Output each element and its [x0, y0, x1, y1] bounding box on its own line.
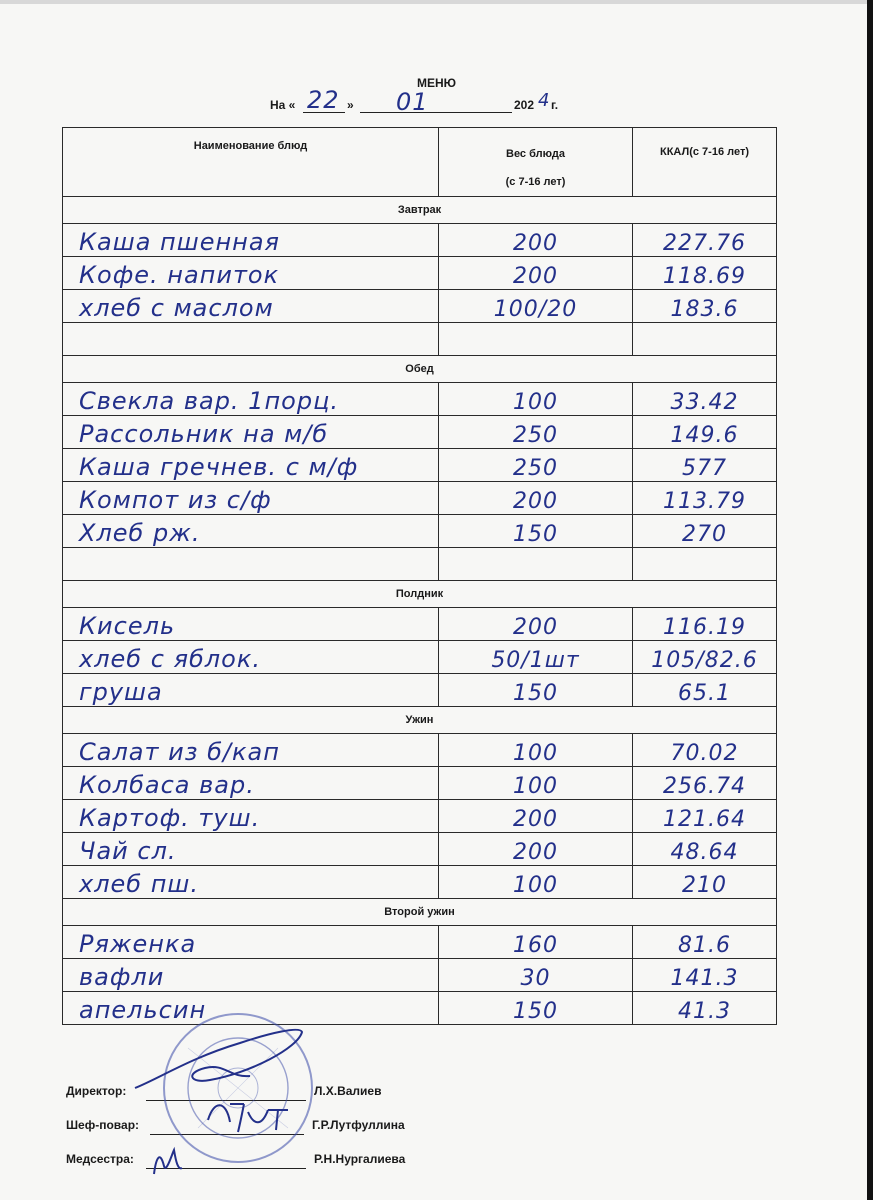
dish-name: Каша гречнев. с м/ф — [63, 449, 439, 482]
chef-signature — [204, 1092, 294, 1137]
section-title: Обед — [63, 356, 777, 383]
dish-kcal: 41.3 — [633, 992, 777, 1025]
dish-weight: 250 — [439, 416, 633, 449]
table-header-row — [63, 128, 777, 197]
table-row — [63, 323, 777, 356]
dish-kcal: 270 — [633, 515, 777, 548]
chef-role: Шеф-повар: — [66, 1118, 140, 1132]
table-row — [63, 449, 777, 482]
dish-name: Кисель — [63, 608, 439, 641]
date-month: 01 — [396, 88, 429, 116]
dish-kcal: 210 — [633, 866, 777, 899]
col-header-name: Наименование блюд — [63, 128, 439, 197]
section-title: Завтрак — [63, 197, 777, 224]
table-row — [63, 224, 777, 257]
table-row — [63, 608, 777, 641]
year-suffix: г. — [551, 98, 559, 112]
section-title: Полдник — [63, 581, 777, 608]
section-row — [63, 356, 777, 383]
dish-kcal: 227.76 — [633, 224, 777, 257]
dish-weight: 150 — [439, 515, 633, 548]
section-row — [63, 899, 777, 926]
dish-name: Салат из б/кап — [63, 734, 439, 767]
weight-header-age: (с 7-16 лет) — [505, 176, 566, 188]
table-row — [63, 959, 777, 992]
dish-kcal: 65.1 — [633, 674, 777, 707]
dish-kcal: 141.3 — [633, 959, 777, 992]
dish-kcal: 256.74 — [633, 767, 777, 800]
dish-name: хлеб с яблок. — [63, 641, 439, 674]
dish-weight: 100 — [439, 734, 633, 767]
table-row — [63, 290, 777, 323]
dish-name: хлеб с маслом — [63, 290, 439, 323]
dish-name: Компот из с/ф — [63, 482, 439, 515]
dish-name: апельсин — [63, 992, 439, 1025]
table-row — [63, 800, 777, 833]
menu-table — [62, 127, 777, 1025]
section-title: Ужин — [63, 707, 777, 734]
chef-name: Г.Р.Лутфуллина — [312, 1118, 405, 1132]
dish-name — [63, 548, 439, 581]
dish-name: Хлеб рж. — [63, 515, 439, 548]
dish-weight — [439, 323, 633, 356]
dish-weight: 100/20 — [439, 290, 633, 323]
dish-weight: 150 — [439, 992, 633, 1025]
dish-kcal: 116.19 — [633, 608, 777, 641]
dish-weight: 200 — [439, 833, 633, 866]
dish-weight: 200 — [439, 224, 633, 257]
scan-edge-right — [867, 0, 873, 1200]
dish-kcal: 48.64 — [633, 833, 777, 866]
dish-kcal: 105/82.6 — [633, 641, 777, 674]
table-row — [63, 866, 777, 899]
table-row — [63, 383, 777, 416]
dish-name: Чай сл. — [63, 833, 439, 866]
section-row — [63, 581, 777, 608]
dish-name: Свекла вар. 1порц. — [63, 383, 439, 416]
nurse-signature — [148, 1144, 188, 1178]
table-row — [63, 482, 777, 515]
table-row — [63, 767, 777, 800]
table-row — [63, 548, 777, 581]
table-row — [63, 641, 777, 674]
dish-weight: 200 — [439, 800, 633, 833]
dish-weight: 100 — [439, 767, 633, 800]
nurse-role: Медсестра: — [66, 1152, 134, 1166]
date-year-digit: 4 — [538, 90, 551, 111]
dish-name: груша — [63, 674, 439, 707]
table-row — [63, 734, 777, 767]
dish-name: Колбаса вар. — [63, 767, 439, 800]
dish-kcal: 149.6 — [633, 416, 777, 449]
dish-weight: 200 — [439, 482, 633, 515]
table-row — [63, 833, 777, 866]
table-row — [63, 416, 777, 449]
dish-weight: 150 — [439, 674, 633, 707]
scan-edge-top — [0, 0, 873, 4]
dish-kcal: 183.6 — [633, 290, 777, 323]
col-header-kcal: ККАЛ(с 7-16 лет) — [633, 128, 777, 197]
dish-name: Картоф. туш. — [63, 800, 439, 833]
dish-kcal: 577 — [633, 449, 777, 482]
dish-weight: 50/1шт — [439, 641, 633, 674]
dish-kcal: 70.02 — [633, 734, 777, 767]
date-prefix: На « — [270, 98, 296, 112]
dish-kcal — [633, 323, 777, 356]
table-row — [63, 926, 777, 959]
nurse-name: Р.Н.Нургалиева — [314, 1152, 406, 1166]
dish-weight: 200 — [439, 257, 633, 290]
dish-name: хлеб пш. — [63, 866, 439, 899]
dish-weight: 100 — [439, 383, 633, 416]
table-row — [63, 674, 777, 707]
table-row — [63, 257, 777, 290]
dish-weight: 30 — [439, 959, 633, 992]
dish-weight: 200 — [439, 608, 633, 641]
dish-kcal: 81.6 — [633, 926, 777, 959]
section-title: Второй ужин — [63, 899, 777, 926]
page-title: МЕНЮ — [416, 76, 457, 90]
dish-name: Ряженка — [63, 926, 439, 959]
dish-kcal: 113.79 — [633, 482, 777, 515]
dish-name: Каша пшенная — [63, 224, 439, 257]
month-underline — [360, 112, 512, 113]
menu-body — [63, 197, 777, 1025]
year-prefix: 202 — [514, 98, 535, 112]
weight-header-label: Вес блюда — [506, 148, 565, 160]
table-row — [63, 515, 777, 548]
dish-weight — [439, 548, 633, 581]
dish-weight: 250 — [439, 449, 633, 482]
dish-name: вафли — [63, 959, 439, 992]
dish-name: Рассольник на м/б — [63, 416, 439, 449]
date-day: 22 — [307, 86, 340, 114]
director-signature — [130, 1018, 310, 1098]
director-role: Директор: — [66, 1084, 127, 1098]
dish-weight: 160 — [439, 926, 633, 959]
dish-weight: 100 — [439, 866, 633, 899]
dish-name — [63, 323, 439, 356]
col-header-weight — [439, 128, 633, 197]
dish-kcal — [633, 548, 777, 581]
date-mid: » — [347, 98, 354, 112]
dish-kcal: 121.64 — [633, 800, 777, 833]
dish-name: Кофе. напиток — [63, 257, 439, 290]
dish-kcal: 118.69 — [633, 257, 777, 290]
section-row — [63, 707, 777, 734]
director-name: Л.Х.Валиев — [314, 1084, 382, 1098]
section-row — [63, 197, 777, 224]
date-line — [270, 88, 600, 118]
dish-kcal: 33.42 — [633, 383, 777, 416]
